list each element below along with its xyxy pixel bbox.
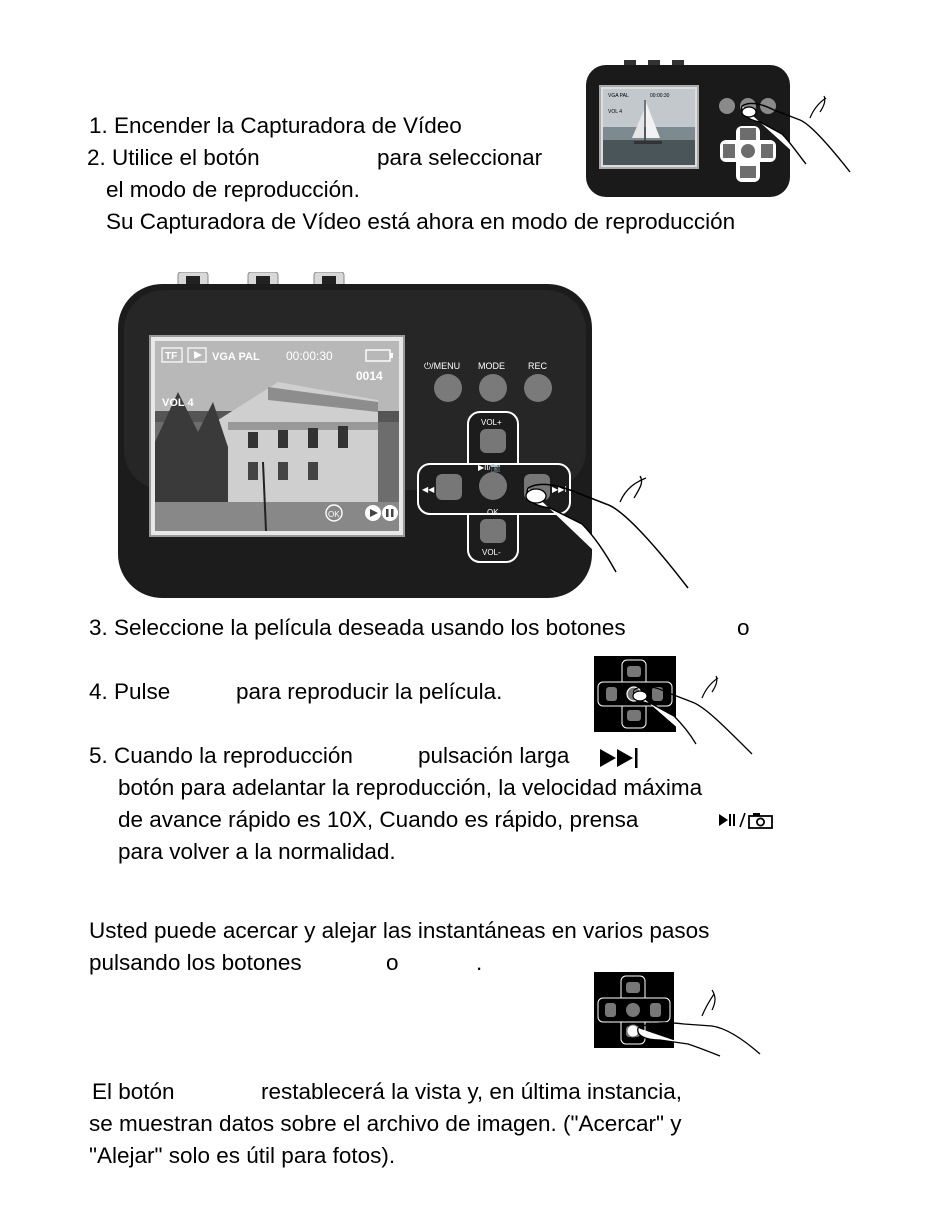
osd-mode-label: VGA PAL bbox=[212, 351, 260, 363]
small-osd-mode: VGA PAL bbox=[608, 93, 629, 99]
prev-button bbox=[436, 474, 462, 500]
step-2-text-c: el modo de reproducción. bbox=[106, 177, 360, 202]
step-1-text: 1. Encender la Capturadora de Vídeo bbox=[89, 113, 462, 138]
zoom-text-d: . bbox=[476, 950, 483, 975]
zoom-text-b: pulsando los botones bbox=[89, 950, 302, 975]
play-pause-snapshot-icon bbox=[718, 810, 778, 830]
play-snap-label: ▶II/📷 bbox=[478, 463, 501, 472]
step-3-text-a: 3. Seleccione la película deseada usando los botones bbox=[89, 615, 626, 640]
power-menu-button bbox=[434, 374, 462, 402]
hand-pointer-icon bbox=[636, 988, 762, 1058]
step-4-text-a: 4. Pulse bbox=[89, 679, 171, 704]
vol-plus-label: VOL+ bbox=[481, 418, 502, 427]
prev-label: ◀◀ bbox=[422, 485, 435, 494]
step-5-text-c: botón para adelantar la reproducción, la velocidad máxima bbox=[118, 775, 703, 800]
hand-pointer-icon bbox=[630, 672, 754, 756]
step-4-text-b: para reproducir la película. bbox=[236, 679, 503, 704]
small-osd-time: 00:00:30 bbox=[650, 93, 670, 99]
hand-pointer-icon bbox=[520, 474, 690, 594]
mode-label: MODE bbox=[478, 361, 505, 371]
vol-minus-button bbox=[480, 519, 506, 543]
zoom-text-c: o bbox=[386, 950, 399, 975]
vol-plus-button bbox=[480, 429, 506, 453]
step-3-text-b: o bbox=[737, 615, 750, 640]
play-pause-button bbox=[479, 472, 507, 500]
step-2-text-b: para seleccionar bbox=[377, 145, 543, 170]
reset-text-c: se muestran datos sobre el archivo de imagen. ("Acercar" y bbox=[89, 1111, 682, 1136]
mode-button bbox=[479, 374, 507, 402]
step-5-text-e: para volver a la normalidad. bbox=[118, 839, 396, 864]
reset-text-a: El botón bbox=[92, 1079, 175, 1104]
power-menu-label: ⏻/MENU bbox=[424, 361, 461, 371]
ok-label: OK bbox=[487, 508, 499, 517]
osd-count-label: 0014 bbox=[356, 369, 383, 383]
reset-text-b: restablecerá la vista y, en última instancia, bbox=[261, 1079, 683, 1104]
zoom-text-a: Usted puede acercar y alejar las instantáneas en varios pasos bbox=[89, 918, 710, 943]
osd-ok-label: OK bbox=[328, 510, 340, 519]
osd-time-label: 00:00:30 bbox=[286, 349, 333, 363]
step-5-text-d: de avance rápido es 10X, Cuando es rápido, prensa bbox=[118, 807, 639, 832]
rec-button bbox=[524, 374, 552, 402]
step-5-text-b: pulsación larga bbox=[418, 743, 570, 768]
step-2-text-d: Su Capturadora de Vídeo está ahora en modo de reproducción bbox=[106, 209, 736, 234]
osd-vol-label: VOL 4 bbox=[162, 397, 194, 409]
hand-pointer-icon bbox=[740, 92, 852, 178]
vol-minus-label: VOL- bbox=[482, 548, 501, 557]
step-5-text-a: 5. Cuando la reproducción bbox=[89, 743, 353, 768]
step-2-text-a: 2. Utilice el botón bbox=[87, 145, 260, 170]
rec-label: REC bbox=[528, 361, 548, 371]
small-osd-vol: VOL 4 bbox=[608, 109, 622, 115]
next-label: ▶▶I bbox=[552, 485, 567, 494]
reset-text-d: "Alejar" solo es útil para fotos). bbox=[89, 1143, 396, 1168]
osd-tf-label: TF bbox=[165, 351, 178, 362]
